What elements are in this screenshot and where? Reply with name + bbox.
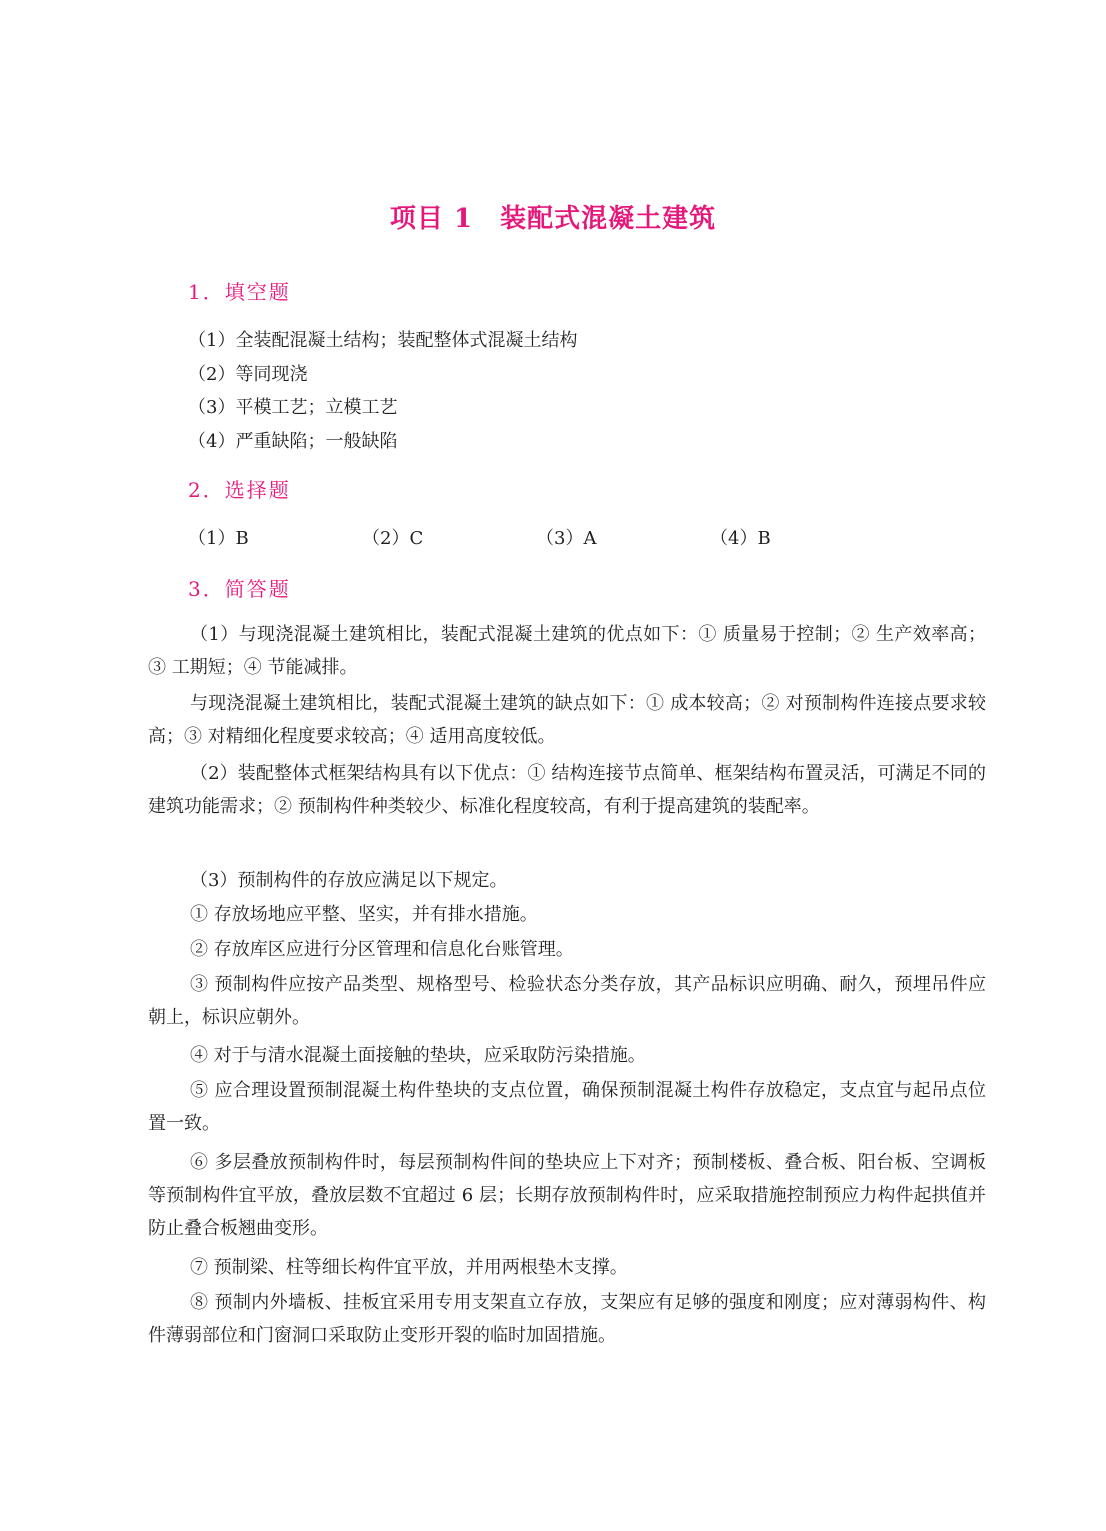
answer-paragraph: ③ 预制构件应按产品类型、规格型号、检验状态分类存放，其产品标识应明确、耐久，预埋吊件应朝上，标识应朝外。 [148, 974, 986, 1028]
answer-paragraph: ⑧ 预制内外墙板、挂板宜采用专用支架直立存放，支架应有足够的强度和刚度；应对薄弱构件、构件薄弱部位和门窗洞口采取防止变形开裂的临时加固措施。 [148, 1292, 986, 1346]
section-heading-fill-blank: 1．填空题 [188, 280, 291, 304]
section-heading-short-answer: 3．简答题 [188, 577, 291, 601]
choice-answer: （1）B [188, 528, 249, 549]
answer-paragraph: ⑤ 应合理设置预制混凝土构件垫块的支点位置，确保预制混凝土构件存放稳定，支点宜与起吊点位置一致。 [148, 1080, 986, 1134]
section-heading-choice: 2．选择题 [188, 478, 291, 502]
answer-line: （3）平模工艺；立模工艺 [188, 397, 398, 418]
answer-paragraph: ⑥ 多层叠放预制构件时，每层预制构件间的垫块应上下对齐；预制楼板、叠合板、阳台板、空调板等预制构件宜平放，叠放层数不宜超过 6 层；长期存放预制构件时，应采取措施控制预应力构件起拱值并防止叠合板翘曲变形。 [148, 1152, 986, 1239]
choice-answer: （4）B [710, 528, 771, 549]
answer-line: （2）等同现浇 [188, 364, 308, 385]
answer-paragraph: ④ 对于与清水混凝土面接触的垫块，应采取防污染措施。 [190, 1045, 646, 1066]
answer-paragraph: （2）装配整体式框架结构具有以下优点：① 结构连接节点简单、框架结构布置灵活，可满足不同的建筑功能需求；② 预制构件种类较少、标准化程度较高，有利于提高建筑的装配率。 [148, 763, 986, 817]
choice-answer: （3）A [536, 528, 597, 549]
choice-answer: （2）C [362, 528, 424, 549]
page-title: 项目 1 装配式混凝土建筑 [389, 204, 717, 234]
answer-paragraph: （1）与现浇混凝土建筑相比，装配式混凝土建筑的优点如下：① 质量易于控制；② 生产效率高；③ 工期短；④ 节能减排。 [148, 624, 986, 678]
answer-paragraph: ⑦ 预制梁、柱等细长构件宜平放，并用两根垫木支撑。 [190, 1257, 628, 1278]
answer-line: （4）严重缺陷；一般缺陷 [188, 431, 398, 452]
answer-paragraph: ① 存放场地应平整、坚实，并有排水措施。 [190, 904, 538, 925]
answer-paragraph: ② 存放库区应进行分区管理和信息化台账管理。 [190, 939, 574, 960]
answer-paragraph: 与现浇混凝土建筑相比，装配式混凝土建筑的缺点如下：① 成本较高；② 对预制构件连接点要求较高；③ 对精细化程度要求较高；④ 适用高度较低。 [148, 693, 986, 747]
answer-paragraph: （3）预制构件的存放应满足以下规定。 [190, 870, 508, 891]
answer-line: （1）全装配混凝土结构；装配整体式混凝土结构 [188, 330, 578, 351]
